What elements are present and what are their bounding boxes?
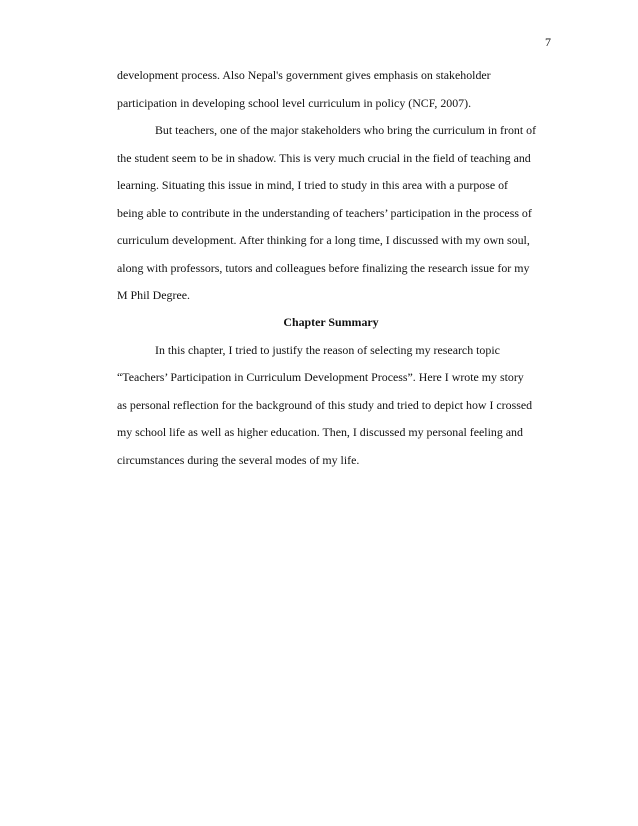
text-line: curriculum development. After thinking for a long time, I discussed with my own soul, [117, 233, 530, 247]
text-line: along with professors, tutors and colleagues before finalizing the research issue for my [117, 261, 530, 275]
page-number: 7 [545, 35, 551, 49]
section-heading: Chapter Summary [283, 315, 379, 329]
text-line: my school life as well as higher education. Then, I discussed my personal feeling and [117, 425, 523, 439]
text-line: as personal reflection for the background of this study and tried to depict how I crossed [117, 398, 533, 412]
text-line: participation in developing school level curriculum in policy (NCF, 2007). [117, 96, 472, 110]
text-line: circumstances during the several modes of my life. [117, 453, 360, 467]
text-line: M Phil Degree. [117, 288, 190, 302]
text-line: But teachers, one of the major stakeholders who bring the curriculum in front of [155, 123, 537, 137]
text-line: “Teachers’ Participation in Curriculum Development Process”. Here I wrote my story [117, 370, 524, 384]
text-line: learning. Situating this issue in mind, I tried to study in this area with a purpose of [117, 178, 509, 192]
text-line: the student seem to be in shadow. This is very much crucial in the field of teaching and [117, 151, 531, 165]
text-line: In this chapter, I tried to justify the reason of selecting my research topic [155, 343, 500, 357]
text-line: development process. Also Nepal's government gives emphasis on stakeholder [117, 68, 491, 82]
text-line: being able to contribute in the understanding of teachers’ participation in the process of [117, 206, 532, 220]
